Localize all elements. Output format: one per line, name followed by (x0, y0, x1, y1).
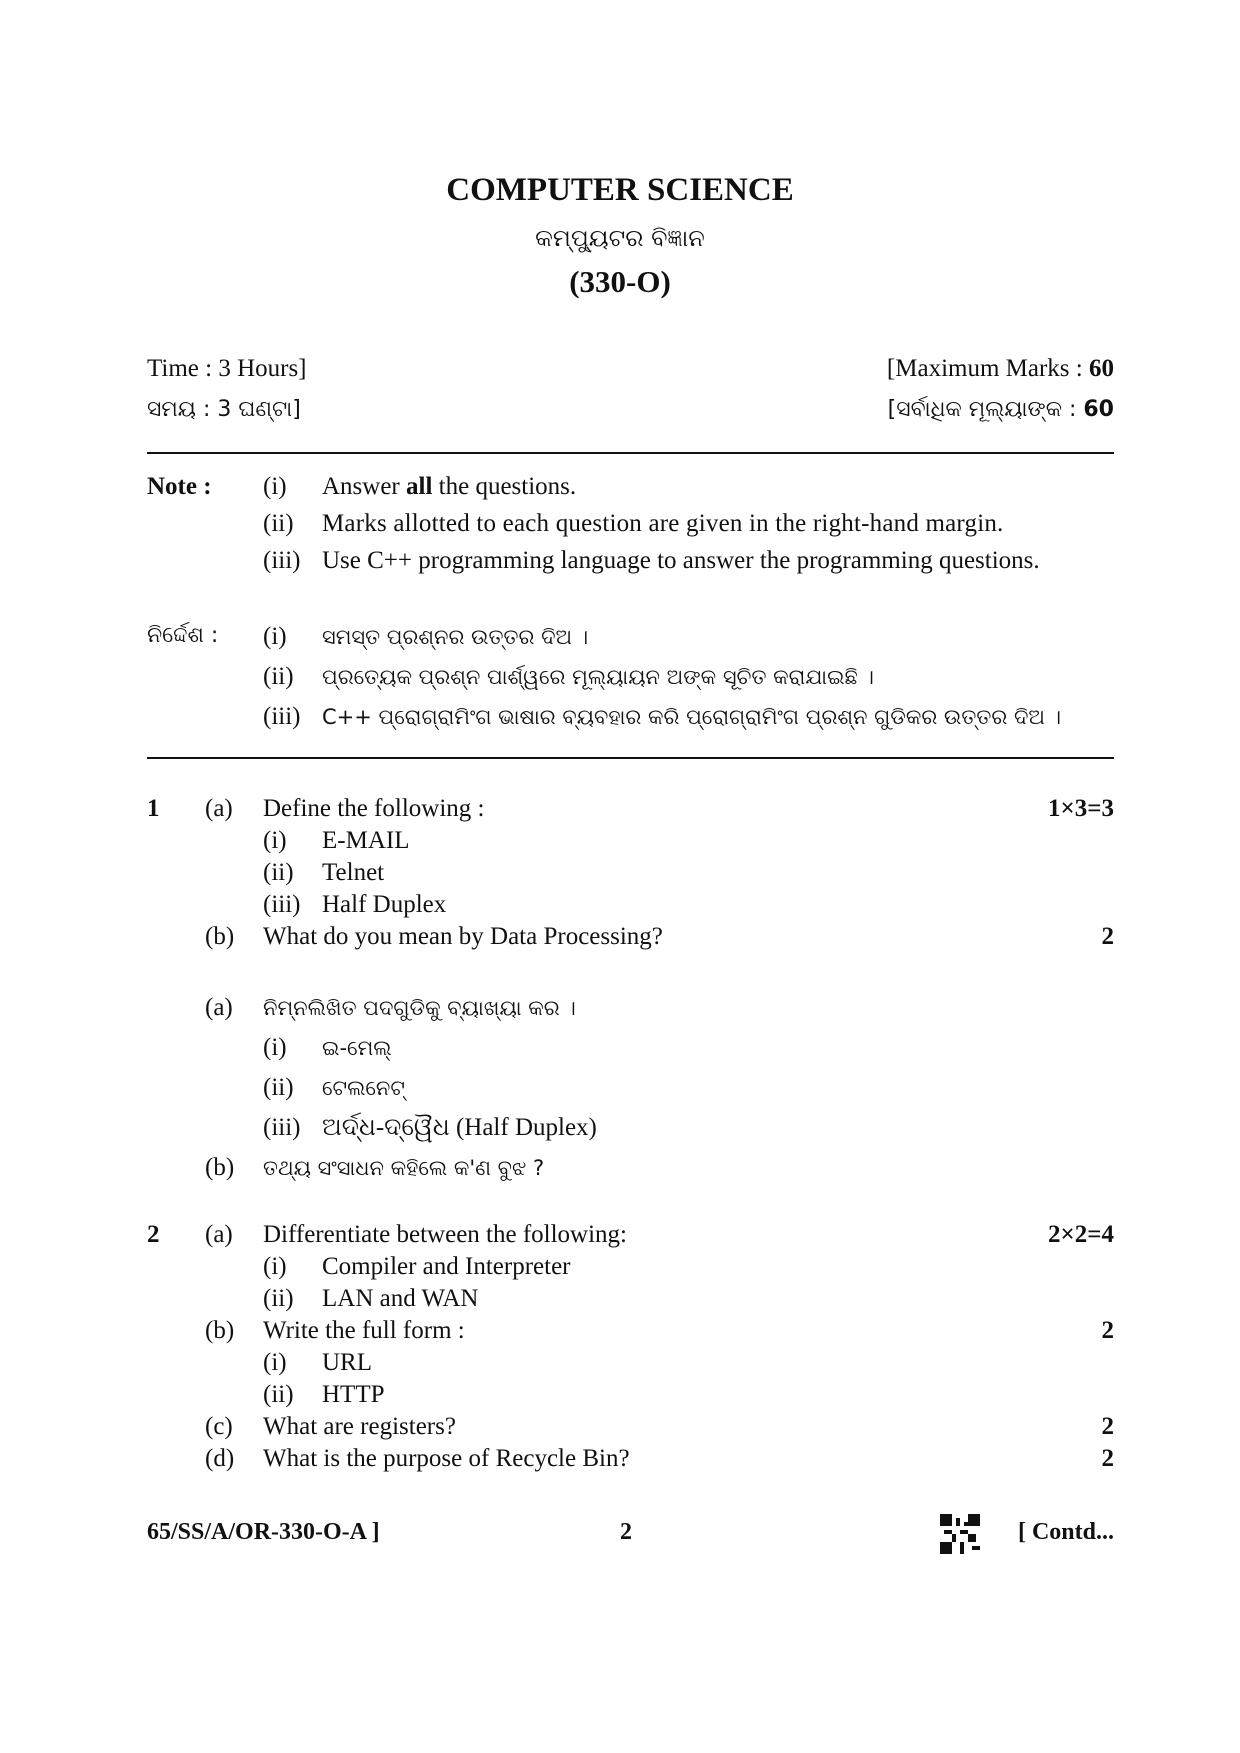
question-part-label: (c) (205, 1413, 233, 1440)
question-text: Write the full form : (263, 1317, 465, 1344)
sub-item-text: LAN and WAN (322, 1285, 479, 1312)
max-marks-value: 60 (1089, 355, 1114, 382)
note-odia-text: C++ ପ୍ରୋଗ୍ରାମିଂଗ ଭାଷାର ବ୍ୟବହାର କରି ପ୍ରୋଗ୍ରାମିଂଗ ପ୍ରଶ୍ନ ଗୁଡିକର ଉତ୍ତର ଦିଅ । (322, 705, 1062, 729)
question-marks: 2 (1101, 1413, 1114, 1440)
question-marks: 2 (1101, 1445, 1114, 1472)
note-item-text (322, 473, 576, 501)
note-odia-num: (ii) (263, 663, 294, 690)
sub-item-num: (ii) (263, 859, 294, 886)
question-part-label: (b) (205, 1154, 235, 1181)
paper-code: 65/SS/A/OR-330-O-A ] (147, 1519, 380, 1545)
sub-item-num: (i) (263, 1349, 287, 1376)
question-marks: 2 (1101, 1317, 1114, 1344)
question-text: What do you mean by Data Processing? (263, 923, 663, 950)
sub-item-text: E-MAIL (322, 827, 410, 854)
qr-code-icon (940, 1514, 980, 1554)
note-item-text: Use C++ programming language to answer the programming questions. (322, 547, 1040, 574)
sub-item-text-odia: ଟେଲନେଟ୍ (322, 1076, 405, 1100)
divider-top (147, 452, 1114, 454)
sub-item-text: Telnet (322, 859, 385, 886)
sub-item-num: (ii) (263, 1381, 294, 1408)
question-part-label: (b) (205, 1317, 235, 1344)
sub-item-num: (ii) (263, 1285, 294, 1312)
note-odia-num: (i) (263, 623, 287, 650)
sub-item-num: (i) (263, 1253, 287, 1280)
sub-item-text-odia: ଇ-ମେଲ୍ (322, 1036, 392, 1060)
question-text: What is the purpose of Recycle Bin? (263, 1445, 630, 1472)
note-text-post: the questions. (432, 473, 577, 500)
note-label-odia: ନିର୍ଦ୍ଦେଶ : (147, 623, 219, 648)
page-number: 2 (620, 1519, 632, 1545)
note-odia-text: ପ୍ରତ୍ୟେକ ପ୍ରଶ୍ନ ପାର୍ଶ୍ୱରେ ମୂଲ୍ୟାୟନ ଅଙ୍କ ସୂଚିତ କରାଯାଇଛି । (322, 665, 874, 689)
question-text-odia: ତଥ୍ୟ ସଂସାଧନ କହିଲେ କ'ଣ ବୁଝ ? (263, 1156, 545, 1180)
page-title: COMPUTER SCIENCE (446, 172, 794, 208)
sub-item-text: URL (322, 1349, 372, 1376)
max-marks-english (887, 355, 1114, 383)
question-text: What are registers? (263, 1413, 456, 1440)
note-odia-num: (iii) (263, 703, 301, 730)
note-item-num: (ii) (263, 510, 294, 537)
time-odia: ସମୟ : 3 ଘଣ୍ଟା] (147, 397, 301, 422)
max-marks-odia (888, 397, 1114, 422)
sub-item-num: (ii) (263, 1074, 294, 1101)
question-marks: 2 (1101, 923, 1114, 950)
question-marks: 1×3=3 (1048, 795, 1114, 822)
sub-item-num: (i) (263, 827, 287, 854)
sub-item-num: (i) (263, 1034, 287, 1061)
max-marks-odia-label: [ସର୍ବାଧିକ ମୂଲ୍ୟାଙ୍କ : (887, 397, 1084, 422)
max-marks-odia-value: 60 (1083, 397, 1114, 422)
question-number: 2 (147, 1221, 160, 1248)
question-text: Differentiate between the following: (263, 1221, 627, 1248)
sub-item-text: HTTP (322, 1381, 385, 1408)
sub-item-text: Compiler and Interpreter (322, 1253, 571, 1280)
sub-item-num: (iii) (263, 1114, 301, 1141)
time-english: Time : 3 Hours] (147, 355, 307, 382)
divider-bottom (147, 757, 1114, 759)
sub-item-num: (iii) (263, 891, 301, 918)
note-text-pre: Answer (322, 473, 407, 500)
subject-code: (330-O) (569, 264, 671, 299)
question-text-odia: ନିମ୍ନଲିଖିତ ପଦଗୁଡିକୁ ବ୍ୟାଖ୍ୟା କର । (263, 996, 576, 1020)
question-part-label: (b) (205, 923, 235, 950)
note-item-num: (iii) (263, 547, 301, 574)
question-marks: 2×2=4 (1048, 1221, 1114, 1248)
page-title-odia: କମ୍ପ୍ୟୁଟର ବିଜ୍ଞାନ (535, 224, 705, 252)
question-part-label: (d) (205, 1445, 235, 1472)
continued-label: [ Contd... (1017, 1519, 1114, 1545)
sub-item-text-odia: ଅର୍ଦ୍ଧ-ଦ୍ୱୈଧ (Half Duplex) (322, 1114, 597, 1141)
question-part-label: (a) (205, 1221, 233, 1248)
question-part-label: (a) (205, 795, 233, 822)
note-label: Note : (147, 473, 212, 500)
question-number: 1 (147, 795, 160, 822)
question-text: Define the following : (263, 795, 485, 822)
question-part-label: (a) (205, 994, 233, 1021)
note-odia-text: ସମସ୍ତ ପ୍ରଶ୍ନର ଉତ୍ତର ଦିଅ । (322, 625, 589, 649)
note-item-text: Marks allotted to each question are given in the right-hand margin. (322, 510, 1004, 537)
sub-item-text: Half Duplex (322, 891, 447, 918)
note-item-num: (i) (263, 473, 287, 500)
max-marks-label: [Maximum Marks : (886, 355, 1089, 382)
note-text-bold: all (406, 473, 433, 500)
